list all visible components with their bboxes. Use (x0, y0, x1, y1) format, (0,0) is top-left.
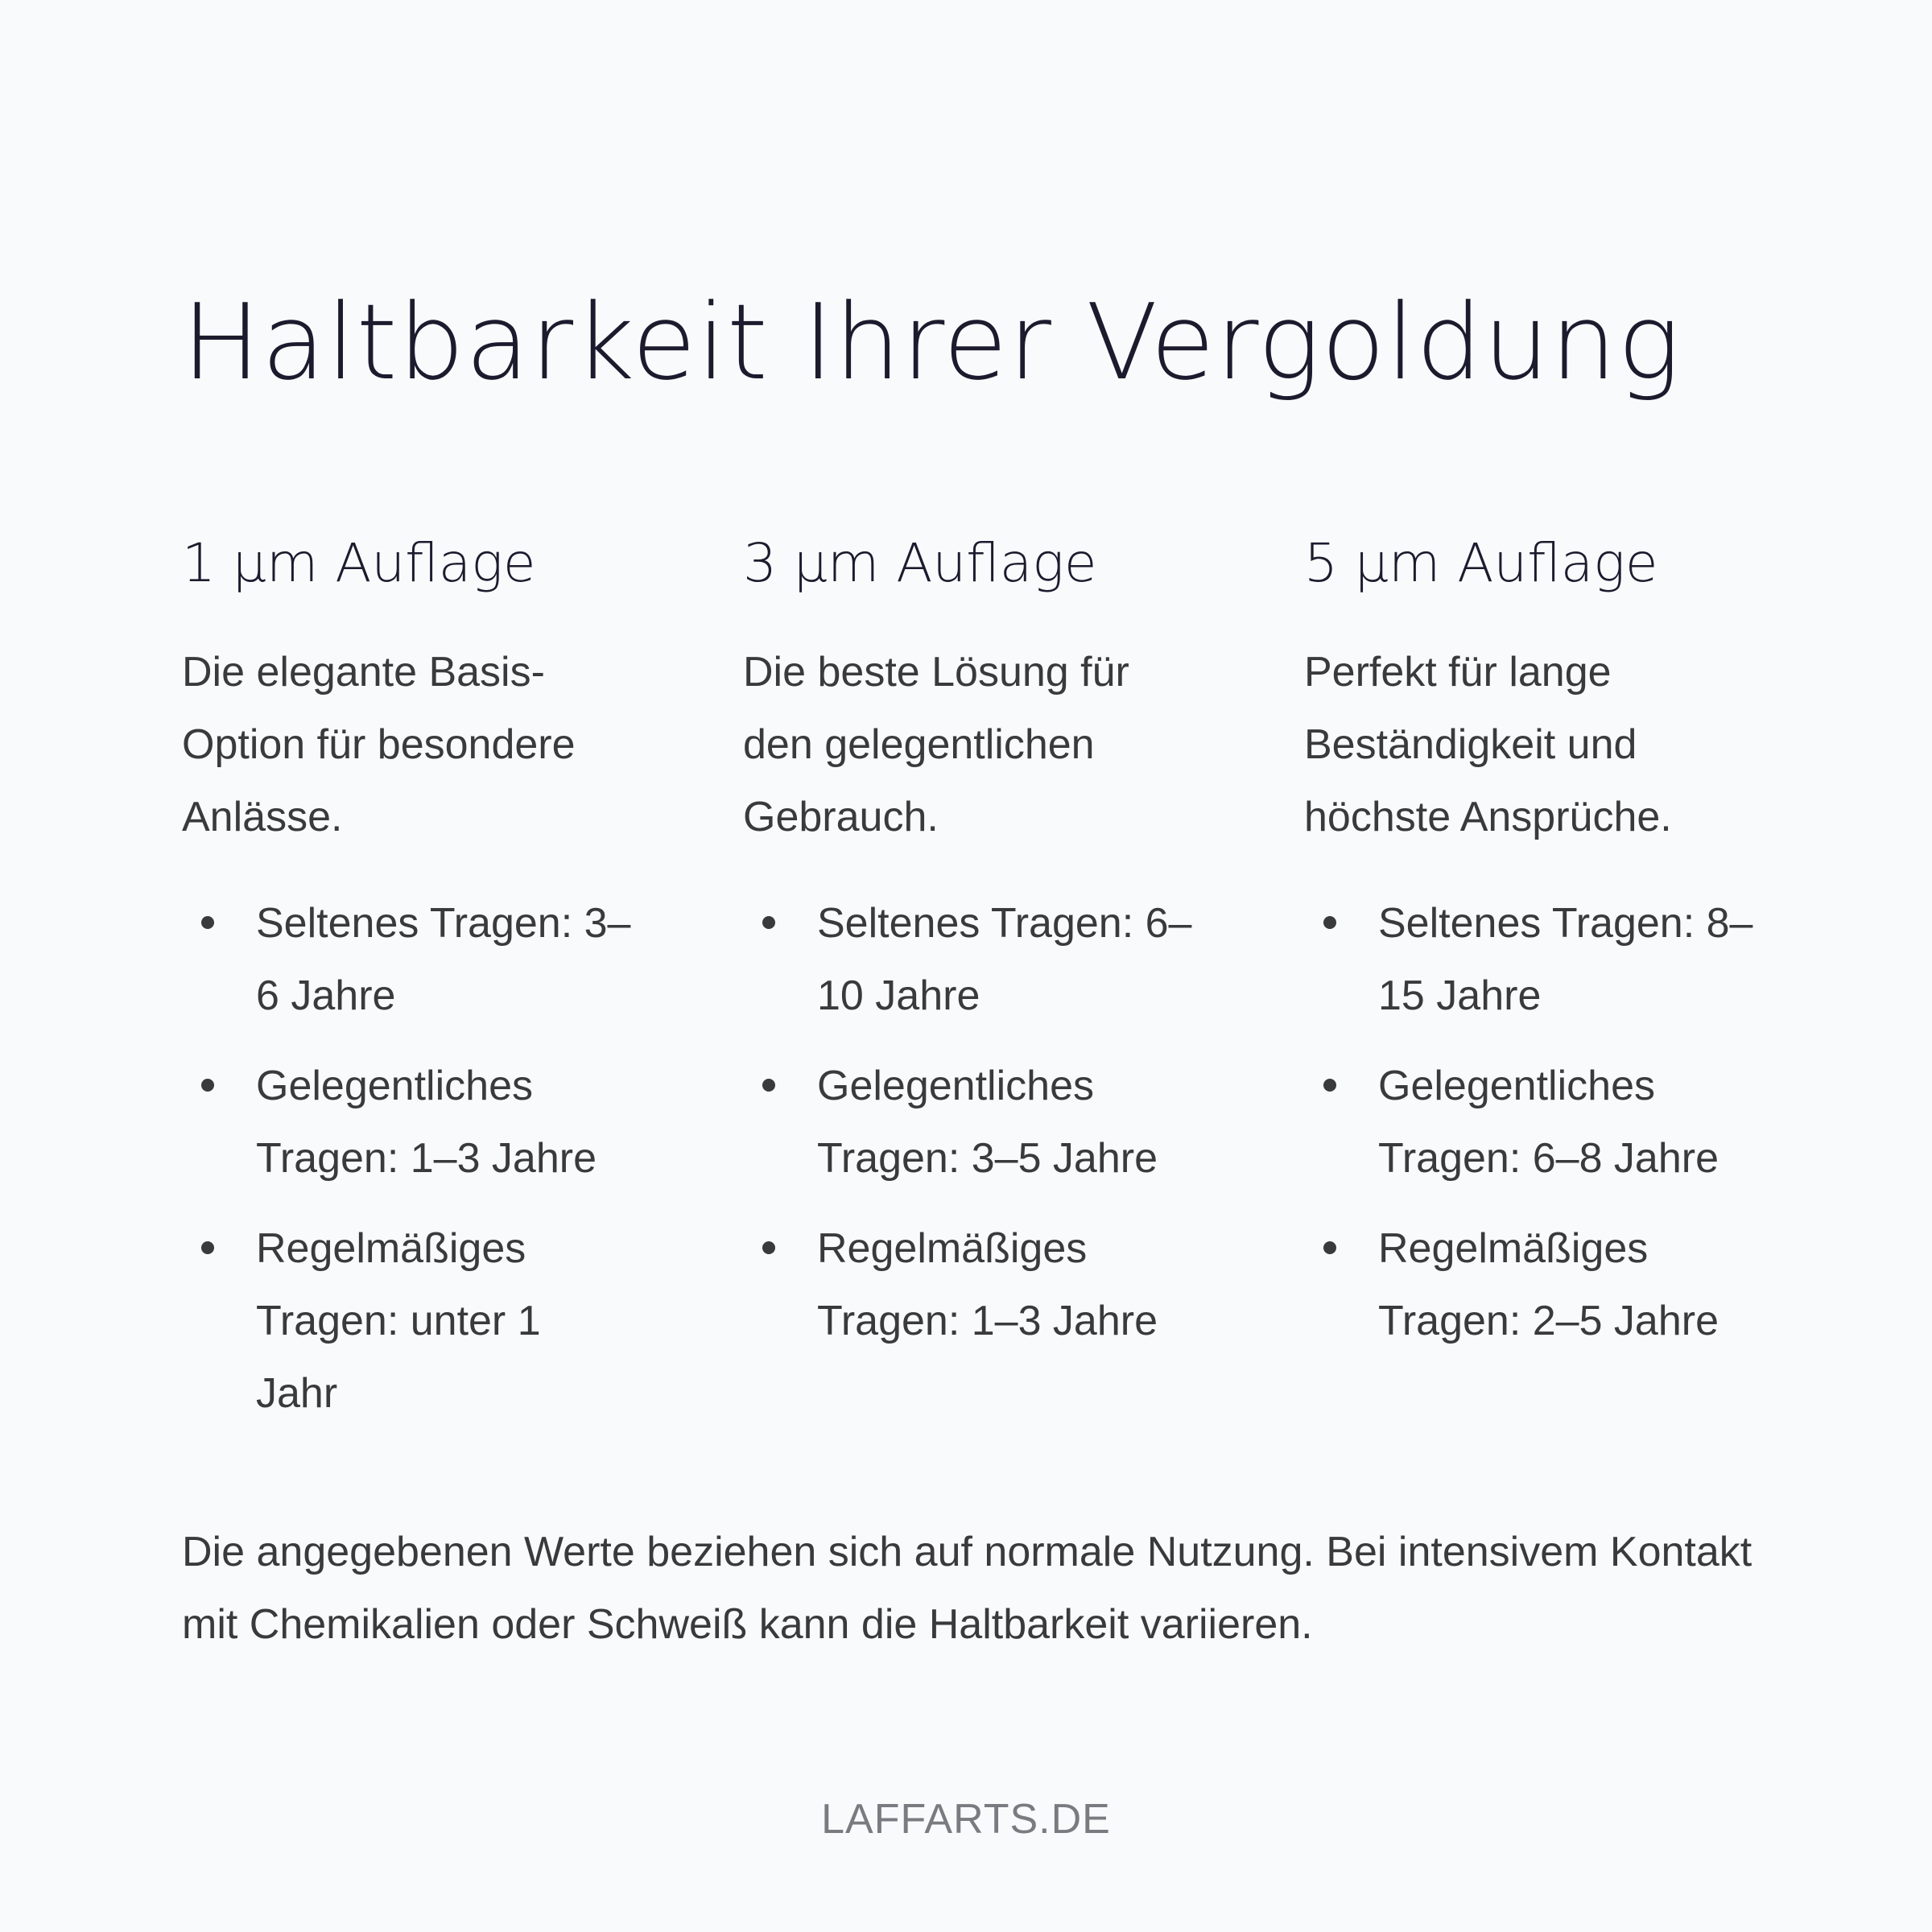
list-item-text: Gelegentliches Tragen: 3–5 Jahre (817, 1063, 1158, 1182)
footnote-text: Die angegebenen Werte beziehen sich auf normale Nutzung. Bei intensivem Kontakt mit Chemikalien oder Schweiß kann die Haltbarkeit variieren. (182, 1529, 1752, 1648)
column-heading: 5 µm Auflage (1304, 532, 1658, 594)
list-item (743, 1050, 1194, 1195)
list-item-text: Seltenes Tragen: 8–15 Jahre (1378, 900, 1753, 1019)
durability-list (1304, 887, 1755, 1357)
bullet-icon (762, 916, 775, 929)
list-item (182, 887, 633, 1032)
list-item-text: Gelegentliches Tragen: 6–8 Jahre (1378, 1063, 1719, 1182)
column-description: Die elegante Basis-Option für besondere Anlässe. (182, 649, 576, 840)
list-item-text: Regelmäßiges Tragen: 1–3 Jahre (817, 1225, 1158, 1344)
column-3um (743, 527, 1194, 1375)
list-item (743, 1212, 1194, 1357)
list-item (1304, 887, 1755, 1032)
list-item-text: Seltenes Tragen: 6–10 Jahre (817, 900, 1192, 1019)
brand-footer: LAFFARTS.DE (821, 1796, 1111, 1843)
list-item (182, 1212, 633, 1430)
column-description: Die beste Lösung für den gelegentlichen Gebrauch. (743, 649, 1129, 840)
bullet-icon (1323, 1079, 1336, 1092)
bullet-icon (762, 1079, 775, 1092)
column-1um (182, 527, 633, 1447)
column-heading: 1 µm Auflage (182, 532, 536, 594)
bullet-icon (201, 916, 214, 929)
list-item-text: Regelmäßiges Tragen: 2–5 Jahre (1378, 1225, 1719, 1344)
list-item (1304, 1050, 1755, 1195)
durability-list (743, 887, 1194, 1357)
list-item (1304, 1212, 1755, 1357)
list-item (743, 887, 1194, 1032)
bullet-icon (1323, 1241, 1336, 1254)
page-title: Haltbarkeit Ihrer Vergoldung (182, 281, 1682, 403)
list-item-text: Gelegentliches Tragen: 1–3 Jahre (256, 1063, 597, 1182)
list-item (182, 1050, 633, 1195)
column-5um (1304, 527, 1755, 1375)
list-item-text: Regelmäßiges Tragen: unter 1 Jahr (256, 1225, 541, 1417)
bullet-icon (201, 1241, 214, 1254)
list-item-text: Seltenes Tragen: 3–6 Jahre (256, 900, 631, 1019)
bullet-icon (762, 1241, 775, 1254)
column-heading: 3 µm Auflage (743, 532, 1097, 594)
bullet-icon (1323, 916, 1336, 929)
bullet-icon (201, 1079, 214, 1092)
durability-list (182, 887, 633, 1430)
column-description: Perfekt für lange Beständigkeit und höchste Ansprüche. (1304, 649, 1672, 840)
